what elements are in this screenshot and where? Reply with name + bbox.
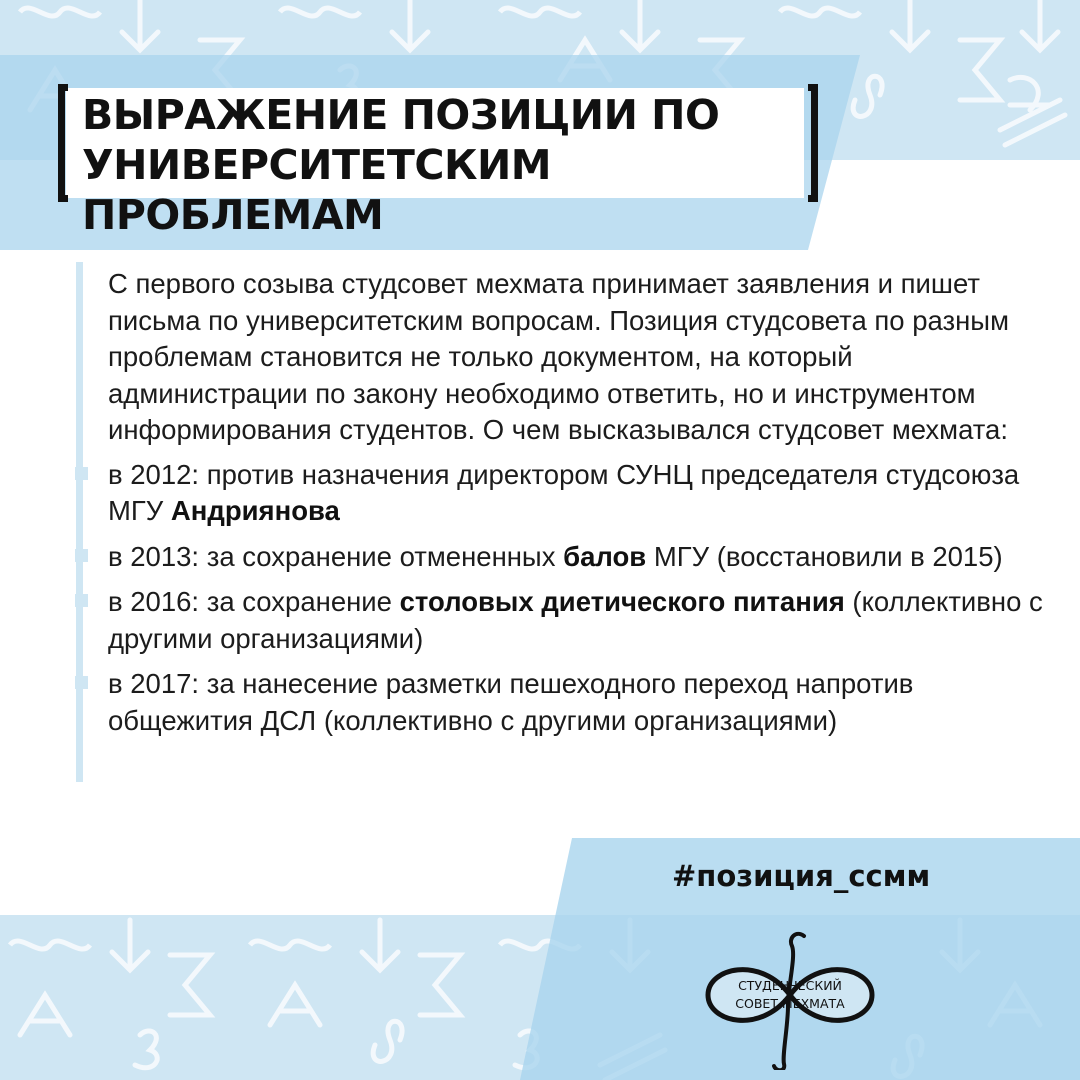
list-item: в 2013: за сохранение отмененных балов МГУ (восстановили в 2015) [108,539,1048,576]
title-line-1: ВЫРАЖЕНИЕ ПОЗИЦИИ ПО [82,91,720,139]
page-title [82,90,802,240]
bullet-marker [75,549,88,562]
title-block [58,84,818,239]
bullet-marker [75,594,88,607]
right-bracket [808,84,818,202]
title-line-2: УНИВЕРСИТЕТСКИМ ПРОБЛЕМАМ [82,141,552,239]
intro-paragraph: С первого созыва студсовет мехмата принимает заявления и пишет письма по университетским вопросам. Позиция студсовета по разным проблемам становится не только документом, на который администрации по закону необходимо ответить, но и инструментом информирования студентов. О чем высказывался студсовет мехмата: [108,268,1009,445]
list-item: в 2016: за сохранение столовых диетического питания (коллективно с другими организациями) [108,584,1048,657]
logo-text-line-2: СОВЕТ МЕХМАТА [735,996,845,1011]
list-item: в 2012: против назначения директором СУНЦ председателя студсоюза МГУ Андриянова [108,457,1048,530]
left-bracket [58,84,68,202]
hashtag-link[interactable]: #позиция_ссмм [672,859,931,893]
body-content [108,266,1048,748]
logo-text-line-1: СТУДЕНЧЕСКИЙ [738,978,842,993]
list-item: в 2017: за нанесение разметки пешеходного переход напротив общежития ДСЛ (коллективно с другими организациями) [108,666,1048,739]
bullet-marker [75,676,88,689]
bullet-marker [75,467,88,480]
timeline-bar [76,262,83,782]
student-council-logo [700,930,880,1070]
